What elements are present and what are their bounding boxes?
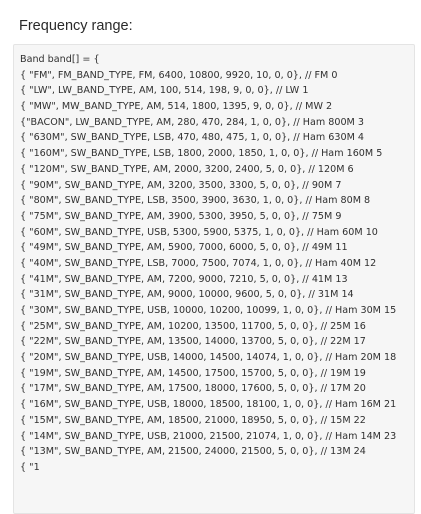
- code-line: { "120M", SW_BAND_TYPE, AM, 2000, 3200, 2400, 5, 0, 0}, // 120M 6: [20, 163, 354, 175]
- code-line: { "25M", SW_BAND_TYPE, AM, 10200, 13500, 11700, 5, 0, 0}, // 25M 16: [20, 320, 366, 332]
- code-line: { "75M", SW_BAND_TYPE, AM, 3900, 5300, 3950, 5, 0, 0}, // 75M 9: [20, 210, 342, 222]
- code-line: {"BACON", LW_BAND_TYPE, AM, 280, 470, 284, 1, 0, 0}, // Ham 800M 3: [20, 116, 364, 128]
- code-line: { "FM", FM_BAND_TYPE, FM, 6400, 10800, 9920, 10, 0, 0}, // FM 0: [20, 69, 338, 81]
- code-line: { "160M", SW_BAND_TYPE, LSB, 1800, 2000, 1850, 1, 0, 0}, // Ham 160M 5: [20, 148, 383, 160]
- code-line: { "MW", MW_BAND_TYPE, AM, 514, 1800, 1395, 9, 0, 0}, // MW 2: [20, 101, 333, 113]
- section-heading: Frequency range:: [19, 18, 133, 34]
- code-line: { "LW", LW_BAND_TYPE, AM, 100, 514, 198, 9, 0, 0}, // LW 1: [20, 85, 309, 97]
- code-lines: [20, 52, 414, 491]
- code-line: { "40M", SW_BAND_TYPE, LSB, 7000, 7500, 7074, 1, 0, 0}, // Ham 40M 12: [20, 257, 377, 269]
- code-line: { "90M", SW_BAND_TYPE, AM, 3200, 3500, 3300, 5, 0, 0}, // 90M 7: [20, 179, 342, 191]
- code-line: Band band[] = {: [20, 54, 100, 65]
- code-line: { "49M", SW_BAND_TYPE, AM, 5900, 7000, 6000, 5, 0, 0}, // 49M 11: [20, 242, 348, 254]
- code-line: { "60M", SW_BAND_TYPE, USB, 5300, 5900, 5375, 1, 0, 0}, // Ham 60M 10: [20, 226, 378, 238]
- code-line: { "80M", SW_BAND_TYPE, LSB, 3500, 3900, 3630, 1, 0, 0}, // Ham 80M 8: [20, 195, 371, 207]
- code-line: { "15M", SW_BAND_TYPE, AM, 18500, 21000, 18950, 5, 0, 0}, // 15M 22: [20, 414, 366, 426]
- code-block[interactable]: [13, 44, 415, 514]
- code-line: { "30M", SW_BAND_TYPE, USB, 10000, 10200, 10099, 1, 0, 0}, // Ham 30M 15: [20, 305, 397, 316]
- code-line: { "41M", SW_BAND_TYPE, AM, 7200, 9000, 7210, 5, 0, 0}, // 41M 13: [20, 273, 348, 285]
- code-line: { "17M", SW_BAND_TYPE, AM, 17500, 18000, 17600, 5, 0, 0}, // 17M 20: [20, 383, 366, 395]
- code-line: { "16M", SW_BAND_TYPE, USB, 18000, 18500, 18100, 1, 0, 0}, // Ham 16M 21: [20, 399, 397, 411]
- code-line: [20, 476, 414, 492]
- code-line: { "1: [20, 461, 40, 473]
- code-line: { "13M", SW_BAND_TYPE, AM, 21500, 24000, 21500, 5, 0, 0}, // 13M 24: [20, 446, 366, 458]
- code-line: { "31M", SW_BAND_TYPE, AM, 9000, 10000, 9600, 5, 0, 0}, // 31M 14: [20, 289, 354, 301]
- code-line: { "14M", SW_BAND_TYPE, USB, 21000, 21500, 21074, 1, 0, 0}, // Ham 14M 23: [20, 430, 397, 442]
- code-line: { "22M", SW_BAND_TYPE, AM, 13500, 14000, 13700, 5, 0, 0}, // 22M 17: [20, 336, 366, 348]
- code-line: { "19M", SW_BAND_TYPE, AM, 14500, 17500, 15700, 5, 0, 0}, // 19M 19: [20, 367, 366, 379]
- code-line: { "630M", SW_BAND_TYPE, LSB, 470, 480, 475, 1, 0, 0}, // Ham 630M 4: [20, 132, 365, 144]
- code-line: { "20M", SW_BAND_TYPE, USB, 14000, 14500, 14074, 1, 0, 0}, // Ham 20M 18: [20, 352, 397, 364]
